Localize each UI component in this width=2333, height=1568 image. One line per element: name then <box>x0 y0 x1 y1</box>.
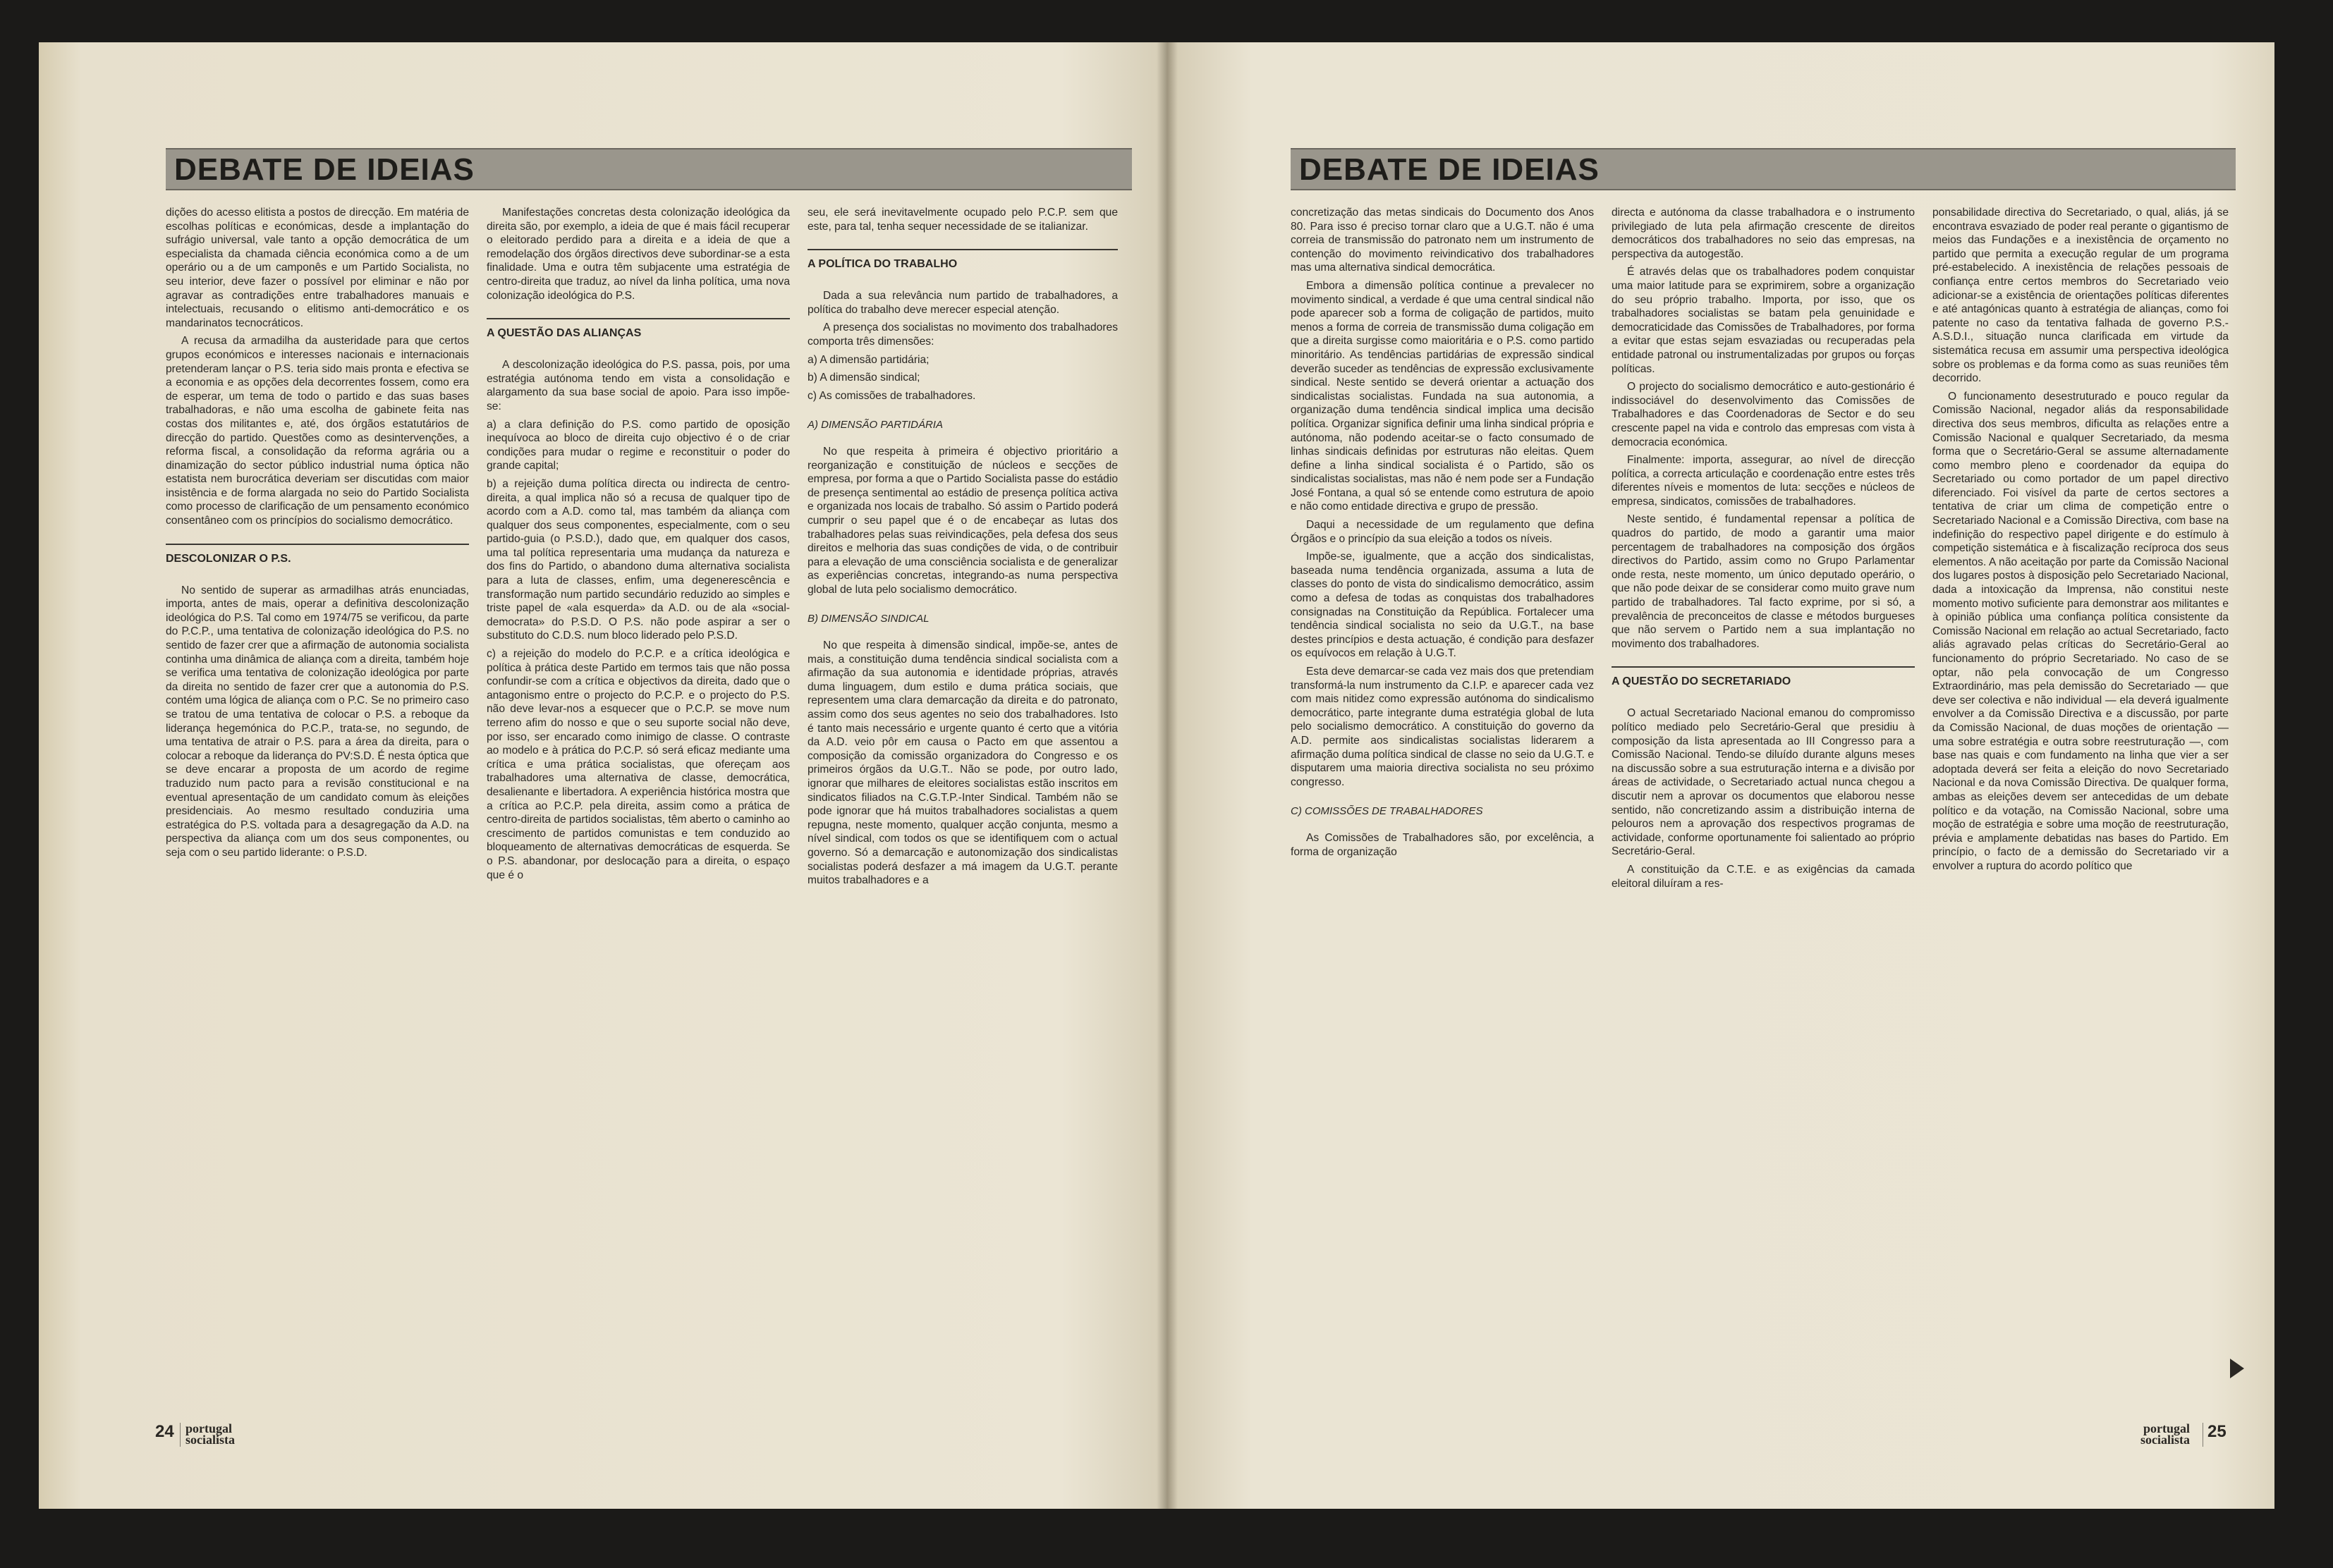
list-item: a) a clara definição do P.S. como partido de oposição inequívoca ao bloco de direita cujo objectivo é o de criar condições para mudar o regime e reconstituir o poder do grande capital; <box>487 418 790 472</box>
subheading: A POLÍTICA DO TRABALHO <box>808 249 1118 271</box>
list-item: c) As comissões de trabalhadores. <box>808 389 976 402</box>
paragraph: No que respeita à dimensão sindical, impõe-se, antes de mais, a constituição duma tendência sindical socialista com a afirmação da sua autonomia e identidade próprias, através duma linguagem, dum estilo e duma prática sociais, que representem uma clara demarcação da direita e do patronato, assim como dos seus agentes no seio dos trabalhadores. Isto é tanto mais necessário e urgente quanto é certo que a vitória da A.D. veio pôr em causa o Pacto em que assentou a composição da comissão organizadora do Congresso e os primeiros órgãos da U.G.T.. Não se pode, por outro lado, ignorar que milhares de eleitores socialistas estão inscritos em sindicatos filiados na C.G.T.P.-Inter Sindical. Também não se pode ignorar que há muitos trabalhadores socialistas a quem repugna, neste momento, qualquer acção conjunta, mesmo a nível sindical, com todos os que se identifiquem com o actual governo. Só a demarcação e autonomização dos sindicalistas socialistas poderá desfazer a má imagem da U.G.T. perante muitos trabalhadores e a <box>808 639 1118 887</box>
logo-line: socialista <box>2140 1433 2190 1447</box>
section-title: DEBATE DE IDEIAS <box>1299 152 1600 187</box>
logo-line: portugal <box>2143 1421 2190 1435</box>
subheading: A QUESTÃO DAS ALIANÇAS <box>487 318 790 340</box>
paragraph: Embora a dimensão política continue a prevalecer no movimento sindical, a verdade é que uma central sindical não pode aparecer sob a forma de coligação de partidos, muito menos a forma de correia de transmissão duma coligação em que a direita surgisse como maioritária e o P.S. como partido minoritário. As tendências partidárias de expressão sindical deverão suceder as tendências de expressão exclusivamente sindical. Neste sentido se deverá orientar a actuação dos sindicalistas socialistas. Fundada na sua autonomia, a organização duma tendência sindical implica uma decisão política. Organizar significa definir uma linha sindical própria e autónoma, não podendo aceitar-se o facto consumado de linhas sindicais definidas por estruturas não eleitas. Quem define a linha sindical socialista é o Partido, são os sindicalistas socialistas, mas não é nem pode ser a Fundação José Fontana, a qual só se entende como estrutura de apoio e não como entidade directiva e grupo de pressão. <box>1291 279 1594 513</box>
list-item: a) A dimensão partidária; <box>808 353 930 366</box>
paragraph: A constituição da C.T.E. e as exigências da camada eleitoral diluíram a res- <box>1612 863 1915 890</box>
paragraph: Finalmente: importa, assegurar, ao nível de direcção política, a correcta articulação e coordenação entre estes três diferentes níveis e momentos de luta: secções e núcleos de empresa, sindicatos, comissões de trabalhadores. <box>1612 454 1915 508</box>
paragraph: Neste sentido, é fundamental repensar a política de quadros do partido, de modo a garantir uma maior percentagem de trabalhadores na composição dos órgãos directivos do Partido, assim como no Grupo Parlamentar onde resta, neste momento, um único deputado operário, o que não pode deixar de se considerar como muito grave num partido de trabalhadores. Tal facto exprime, por si só, a prevalência de preconceitos de classe e métodos burgueses que não servem o Partido nem a sua implantação no movimento dos trabalhadores. <box>1612 513 1915 650</box>
paragraph: No sentido de superar as armadilhas atrás enunciadas, importa, antes de mais, operar a definitiva descolonização ideológica do P.S. Tal como em 1974/75 se verificou, da parte do P.C.P., uma tentativa de colonização ideológica do P.S. no sentido de fazer crer que a afirmação de autonomia socialista continha uma dinâmica de aliança com a direita, também hoje se verifica uma tentativa de colonização ideológica por parte da direita no sentido de fazer crer que a autonomia do P.S. contém uma lógica de aliança com o P.C. Se no primeiro caso se tratou de uma tentativa de colocar o P.S. a reboque da liderança hegemónica do P.C.P., trata-se, no segundo, de uma tentativa de atrair o P.S. para a área da direita, para o colocar a reboque da liderança do PV:S.D. É nesta óptica que se deve encarar a proposta de um acordo de regime traduzido num pacto para a revisão constitucional e na eventual apresentação de um candidato comum às eleições presidenciais. Ao mesmo resultado conduziria uma estratégica do P.S. voltada para a desagregação da A.D. na perspectiva da aliança com um dos seus componentes, ou seja com o seu partido liderante: o P.S.D. <box>166 584 469 859</box>
paragraph: No que respeita à primeira é objectivo prioritário a reorganização e constituição de núcleos e secções de empresa, por forma a que o Partido Socialista passe do estádio de presença sentimental ao estádio de presença política activa e organizada nos locais de trabalho. Só assim o Partido poderá cumprir o seu papel que é o de encabeçar as lutas dos trabalhadores pelas suas reivindicações, pela defesa dos seus direitos e melhoria das suas condições de vida, o de contribuir para a elevação de uma consciência socialista e de generalizar as experiências concretas, integrando-as numa perspectiva global de luta pelo socialismo democrático. <box>808 445 1118 596</box>
subheading: B) DIMENSÃO SINDICAL <box>808 613 930 625</box>
continue-arrow-icon <box>2230 1359 2244 1378</box>
spine-fold <box>1157 42 1178 1509</box>
logo-line: portugal <box>185 1421 233 1435</box>
masthead-logo <box>2140 1423 2190 1445</box>
column-3 <box>808 206 1118 892</box>
paragraph: O funcionamento desestruturado e pouco regular da Comissão Nacional, negador aliás da responsabilidade directiva dos seus membros, dificulta as relações entre a Comissão Nacional e qualquer Secretariado, da mesma forma que o Secretário-Geral se assume alternadamente como membro pleno e coordenador da equipa do Secretariado ou como portador de um papel directivo diferenciado. Foi visível da parte de certos sectores a tentativa de criar um clima de competição entre o Secretariado Nacional e a Comissão Directiva, com base na indefinição do respectivo papel dirigente e do estímulo à competição sistemática e à fiscalização recíproca dos seus elementos. A não aceitação por parte da Comissão Nacional dos lugares postos à disposição pelo Secretariado Nacional, dada a intoxicação da Imprensa, não constitui neste momento motivo suficiente para demonstrar aos militantes e à opinião pública uma confiança política consistente da Comissão Nacional em relação ao actual Secretariado, facto aliás agravado pelas críticas do Secretário-Geral ao funcionamento do próprio Secretariado. No caso de se optar, não pela convocação de um Congresso Extraordinário, mas pela demissão do Secretariado — que deve ser colectiva e não individual — ela deverá igualmente envolver a da Comissão Directiva e a discussão, por parte da Comissão Nacional, de duas moções de orientação — uma sobre estratégia e outra sobre reestruturação —, com base nas quais e com fundamento na linha que vier a ser adoptada deverá ser feita a eleição do novo Secretariado Nacional e da nova Comissão Directiva. De qualquer forma, ambas as eleições devem ser antecedidas de um debate político e da votação, na Comissão Nacional, sobre uma moção de estratégia e sobre uma moção de reestruturação, prévia e amplamente debatidas nas bases do Partido. Em princípio, o facto de a demissão do Secretariado vir a envolver a ruptura do acordo político que <box>1932 390 2229 872</box>
masthead-logo <box>185 1423 235 1445</box>
paragraph: A descolonização ideológica do P.S. passa, pois, por uma estratégia autónoma tendo em vista a consolidação e alargamento da sua base social de apoio. Para isso impõe-se: <box>487 359 790 412</box>
right-page <box>1167 42 2274 1509</box>
paragraph: Dada a sua relevância num partido de trabalhadores, a política do trabalho deve merecer especial atenção. <box>808 290 1118 316</box>
subheading: A QUESTÃO DO SECRETARIADO <box>1612 666 1915 688</box>
paragraph: dições do acesso elitista a postos de direcção. Em matéria de escolhas políticas e económicas, desde a implantação do sufrágio universal, vale tanto a opção democrática de um especialista da chamada ciência económica como a de um operário ou a de um camponês e um Partido Socialista, no seu interior, deve fazer o possível por eliminar e não por agravar as contradições entre trabalhadores manuais e intelectuais, recusando o elitismo anti-democrático e os mandarinatos tecnocráticos. <box>166 207 469 329</box>
list-item: c) a rejeição do modelo do P.C.P. e a crítica ideológica e política à prática deste Partido em termos tais que não possa confundir-se com a crítica e objectivos da direita, dado que o antagonismo entre o projecto do P.C.P. e o projecto do P.S. não deve levar-nos a esquecer que o P.C.P. se move num terreno afim do nosso e que o seu suporte social não deve, por isso, ser encarado como inimigo de classe. O contraste ao modelo e à prática do P.C.P. só será eficaz mediante uma crítica e uma prática socialistas, que ofereçam aos trabalhadores uma alternativa de classe, democrática, desalienante e libertadora. A experiência histórica mostra que a crítica ao P.C.P. pela direita, assim como a prática de centro-direita de partidos socialistas, têm aberto o caminho ao crescimento de partidos comunistas e tem conduzido ao bloqueamento de alternativas democráticas de esquerda. Se o P.S. abandonar, por deslocação para a direita, o espaço que é o <box>487 648 790 881</box>
page-number: 25 <box>2207 1422 2227 1441</box>
subheading: A) DIMENSÃO PARTIDÁRIA <box>808 419 943 431</box>
column-2 <box>1612 206 1915 895</box>
section-header <box>1291 148 2236 190</box>
paragraph: O actual Secretariado Nacional emanou do compromisso político mediado pelo Secretário-Geral que presidiu à composição da lista apresentada ao III Congresso para a Comissão Nacional. Tendo-se diluído durante alguns meses na discussão sobre a sua estruturação interna e a divisão por áreas de actividade, o Secretariado actual nunca chegou a discutir nem a aprovar os documentos que elaborou nesse sentido, não concretizando assim a distribuição interna de pelouros nem a aprovação dos respectivos programas de actividade, conforme oportunamente foi salientado ao próprio Secretário-Geral. <box>1612 707 1915 858</box>
column-3 <box>1932 206 2229 878</box>
paragraph: A presença dos socialistas no movimento dos trabalhadores comporta três dimensões: <box>808 321 1118 348</box>
paragraph: Esta deve demarcar-se cada vez mais dos que pretendiam transformá-la num instrumento da C.I.P. e aparecer cada vez com mais nitidez como expressão autónoma do sindicalismo democrático, parte integrante duma estratégia global de luta pelo socialismo democrático. A constituição do governo da A.D. permite aos sindicalistas socialistas liderarem a afirmação duma política sindical de classe no seio da U.G.T. e disputarem uma maioria directiva socialista no seu próximo congresso. <box>1291 666 1594 788</box>
list-item: b) a rejeição duma política directa ou indirecta de centro-direita, a qual implica não só a recusa de qualquer tipo de acordo com a A.D. como tal, mas também da aliança com qualquer dos seus componentes, especialmente, com o seu partido-guia (o P.S.D.), dado que, em qualquer dos casos, uma tal política representaria uma mudança da natureza e dos fins do Partido, o abandono duma alternativa socialista para a luta de classes, enfim, uma degenerescência e transformação num partido secundário reduzido ao simples e triste papel de «ala esquerda» da A.D. ou de ala «social-democrata» do P.S.D. O P.S. não pode aspirar a ser o substituto do C.D.S. num bloco liderado pelo P.S.D. <box>487 477 790 642</box>
logo-line: socialista <box>185 1433 235 1447</box>
folio-divider <box>180 1423 181 1447</box>
paragraph: concretização das metas sindicais do Documento dos Anos 80. Para isso é preciso tornar claro que a U.G.T. não é uma correia de transmissão do patronato nem um instrumento de contenção do movimento reivindicativo dos trabalhadores mas uma alternativa sindical democrática. <box>1291 207 1594 274</box>
paragraph: directa e autónoma da classe trabalhadora e o instrumento privilegiado de luta pela afirmação crescente de direitos democráticos dos trabalhadores no seio das empresas, na perspectiva da autogestão. <box>1612 207 1915 260</box>
magazine-spread <box>39 42 2274 1509</box>
paragraph: O projecto do socialismo democrático e auto-gestionário é indissociável do desenvolvimento das Comissões de Trabalhadores e das Coordenadoras de Sector e do seu crescente papel na vida e controlo das empresas com vista à democracia económica. <box>1612 381 1915 448</box>
section-header <box>166 148 1132 190</box>
list-item: b) A dimensão sindical; <box>808 372 920 384</box>
paragraph: Daqui a necessidade de um regulamento que defina Órgãos e o princípio da sua eleição a todos os níveis. <box>1291 519 1594 545</box>
section-title: DEBATE DE IDEIAS <box>174 152 475 187</box>
paragraph: É através delas que os trabalhadores podem conquistar uma maior latitude para se exprimirem, sobre a organização do seu próprio trabalho. Importa, por isso, que os trabalhadores socialistas se batam pela genuinidade e democraticidade das Comissões de Trabalhadores, por forma a evitar que estas sejam esvaziadas ou recuperadas pela entidade patronal ou instrumentalizadas por grupos ou forças políticas. <box>1612 266 1915 375</box>
paragraph: Manifestações concretas desta colonização ideológica da direita são, por exemplo, a ideia de que é mais fácil recuperar o eleitorado perdido para a direita e a ideia de que a remodelação dos órgãos directivos deve subordinar-se a esta finalidade. Uma e outra têm subjacente uma estratégia de centro-direita que traduz, ao nível da linha política, uma nova colonização ideológica do P.S. <box>487 207 790 302</box>
paragraph: A recusa da armadilha da austeridade para que certos grupos económicos e interesses nacionais e internacionais pretenderam lançar o P.S. teria sido mais pronta e efectiva se a economia e as opções dela decorrentes fossem, como era de esperar, um tema de todo o partido e das suas bases trabalhadoras, e não uma escolha de gabinete feita nas costas dos militantes e, até, dos órgãos estatutários de direcção do partido. Questões como as desintervenções, a reforma fiscal, a consolidação da reforma agrária ou a dinamização do sector público industrial numa óptica não estatista nem burocrática deveriam ser discutidas com maior insistência e de forma alargada no seio do Partido Socialista como processo de clarificação de um pensamento económico consentâneo com os princípios do socialismo democrático. <box>166 335 469 527</box>
paragraph: ponsabilidade directiva do Secretariado, o qual, aliás, já se encontrava esvaziado de poder real perante o gigantismo de meios das Fundações e a inexistência de orçamento no partido que permita a execução regular de um programa pré-estabelecido. A inexistência de relações pessoais de confiança entre certos membros do Secretariado veio adicionar-se a existência de orientações políticas diferentes e até antagónicas quanto à estratégia de alianças, como foi patente no caso da tentativa falhada de governo P.S.-A.S.D.I., situação nunca clarificada em virtude da sistemática recusa em assumir uma perspectiva ideológica sobre os problemas e da forma como as suas reuniões têm decorrido. <box>1932 207 2229 385</box>
column-2 <box>487 206 790 886</box>
left-page <box>39 42 1167 1509</box>
paragraph: Impõe-se, igualmente, que a acção dos sindicalistas, baseada numa tendência organizada, assuma a luta de classes do ponto de vista do sindicalismo democrático, assim como a defesa de todas as conquistas dos trabalhadores consignadas na Constituição da República. Fortalecer uma tendência sindical socialista no seio da U.G.T., na base destes princípios e desta actuação, é condição para desfazer os equívocos em relação à U.G.T. <box>1291 551 1594 660</box>
subheading: DESCOLONIZAR O P.S. <box>166 544 469 565</box>
paragraph: As Comissões de Trabalhadores são, por excelência, a forma de organização <box>1291 831 1594 858</box>
column-1 <box>1291 206 1594 863</box>
page-number: 24 <box>155 1422 174 1441</box>
paragraph: seu, ele será inevitavelmente ocupado pelo P.C.P. sem que este, para tal, tenha sequer necessidade de se italianizar. <box>808 207 1118 233</box>
column-1 <box>166 206 469 864</box>
subheading: C) COMISSÕES DE TRABALHADORES <box>1291 805 1483 818</box>
